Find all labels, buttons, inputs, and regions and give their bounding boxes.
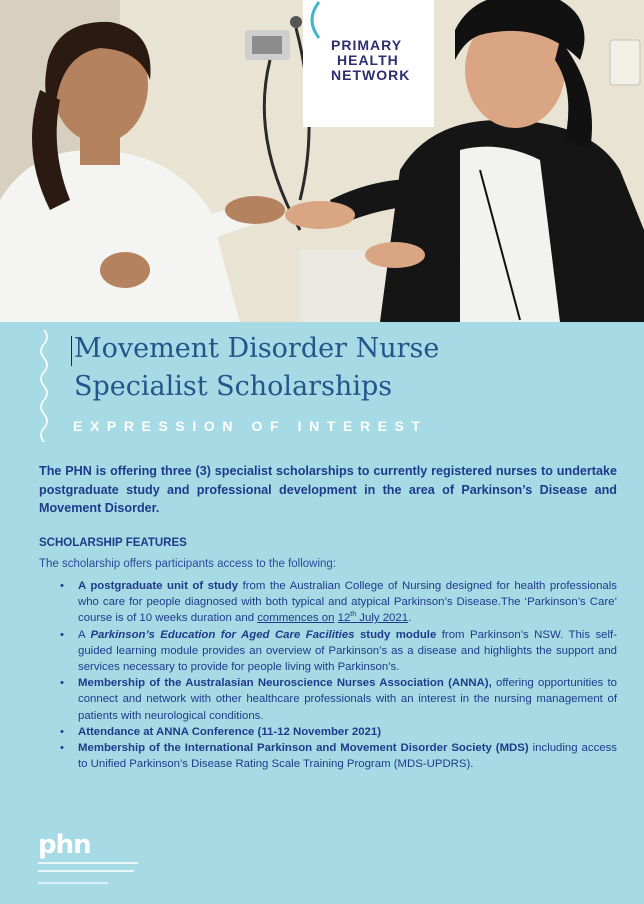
phn-footer-logo	[38, 832, 148, 892]
text-cursor	[71, 336, 72, 366]
item-bold: study module	[354, 628, 437, 641]
page-title	[74, 330, 614, 406]
item-text: from Parkinson’s NSW. This self-guided learning module provides an overview of Parkinson’s as a disease and highlights the support and services necessary to provide for people living with Parkinson’s.	[78, 628, 617, 674]
phn-tagline-graphic-3	[38, 882, 108, 884]
list-item	[60, 740, 617, 772]
item-bold: A postgraduate unit of study	[78, 580, 239, 592]
list-item	[60, 627, 617, 676]
title-line-1: Movement Disorder Nurse	[74, 333, 440, 364]
list-item	[60, 578, 617, 627]
hero-photo	[0, 0, 644, 322]
title-line-2: Specialist Scholarships	[74, 371, 393, 402]
logo-line-primary: PRIMARY	[331, 37, 403, 53]
decorative-squiggle-icon	[36, 330, 52, 442]
item-bold-italic: Parkinson’s Education for Aged Care Facilities	[90, 628, 355, 641]
list-item	[60, 724, 617, 740]
item-text-start: A	[78, 628, 91, 641]
intro-paragraph: The PHN is offering three (3) specialist scholarships to currently registered nurses to undertake postgraduate study and professional development in the area of Parkinson’s Disease and Movement Disorder.	[39, 464, 617, 515]
features-lead: The scholarship offers participants access to the following:	[39, 558, 337, 570]
logo-arc-icon	[303, 0, 323, 40]
logo-line-health: HEALTH	[337, 52, 399, 68]
item-date-suffix: th	[350, 611, 357, 619]
item-bold: Membership of the Australasian Neuroscience Nurses Association (ANNA),	[78, 677, 492, 690]
list-item	[60, 675, 617, 724]
features-list	[60, 578, 617, 772]
phn-tagline-graphic-2	[38, 870, 134, 872]
item-bold: Membership of the International Parkinson and Movement Disorder Society (MDS)	[78, 742, 529, 755]
primary-health-network-logo	[303, 0, 434, 127]
item-text: including access to Unified Parkinson’s Disease Rating Scale Training Program (MDS-UPDRS).	[78, 742, 617, 771]
item-text: from the Australian College of Nursing designed for health professionals who care for people diagnosed with both typical and atypical Parkinson’s Disease.The ‘Parkinson’s Care’ course is of 10 weeks duration and	[78, 580, 617, 625]
item-date	[338, 612, 408, 624]
item-date-month: July 2021	[356, 612, 409, 625]
item-text-end: .	[408, 612, 412, 625]
item-text: offering opportunities to connect and network with other healthcare professionals with an interest in the nursing management of patients with neurological conditions.	[78, 677, 617, 722]
phn-tagline-graphic-1	[38, 862, 138, 864]
phn-wordmark: phn	[38, 830, 91, 860]
item-date-day: 12	[337, 612, 351, 625]
item-underlined: commences on	[257, 612, 335, 625]
item-bold: Attendance at ANNA Conference (11-12 November 2021)	[78, 725, 382, 738]
logo-line-network: NETWORK	[331, 67, 411, 83]
features-heading: SCHOLARSHIP FEATURES	[39, 537, 187, 549]
page-subtitle: EXPRESSION OF INTEREST	[73, 418, 428, 434]
